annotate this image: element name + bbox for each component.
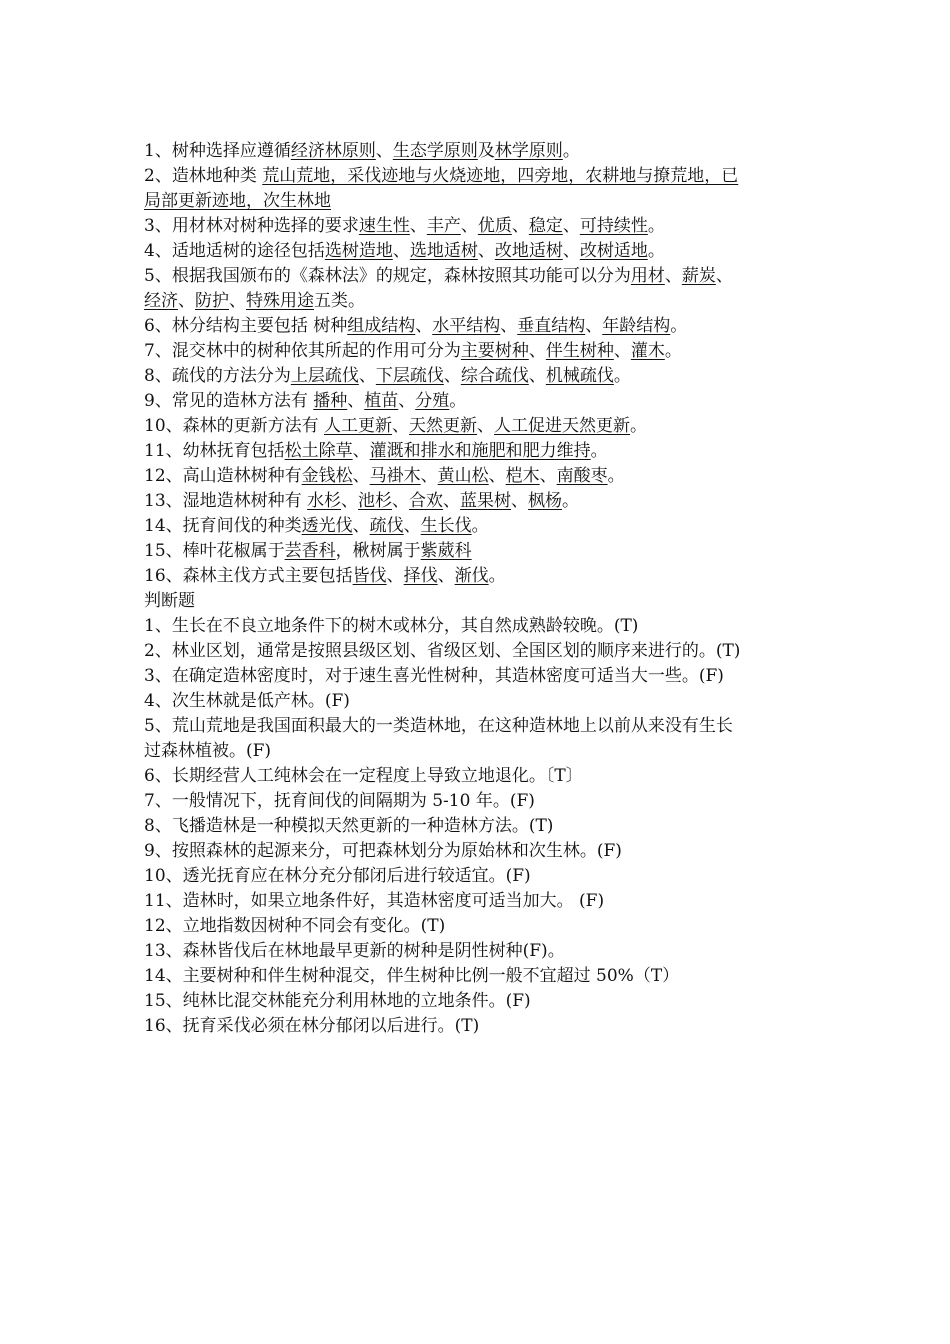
question-text: 树种 <box>313 316 348 336</box>
answer-text: 择伐 <box>403 566 438 586</box>
judge-line: 过森林植被。(F) <box>144 741 272 761</box>
fill-in-line <box>144 139 814 164</box>
answer-text: 局部更新迹地，次生林地 <box>144 191 331 211</box>
question-text: 2、造林地种类 <box>144 166 263 186</box>
judge-line: 5、荒山荒地是我国面积最大的一类造林地，在这种造林地上以前从来没有生长 <box>144 716 733 736</box>
answer-text: 改树适地 <box>579 241 648 261</box>
fill-in-line <box>144 214 814 239</box>
judge-line: 16、抚育采伐必须在林分郁闭以后进行。(T) <box>144 1016 480 1036</box>
answer-text: 枫杨 <box>528 491 563 511</box>
answer-text: 金钱松 <box>301 466 353 486</box>
answer-text: 水平结构 <box>432 316 501 336</box>
question-text: 、 <box>398 391 416 411</box>
question-text: 、 <box>562 241 580 261</box>
answer-text: 年龄结构 <box>602 316 671 336</box>
answer-text: 选地适树 <box>409 241 478 261</box>
answer-text: 机械疏伐 <box>545 366 614 386</box>
question-text: 3、用材林对树种选择的要求 <box>144 216 359 236</box>
answer-text: 透光伐 <box>301 516 353 536</box>
answer-text: 生态学原则 <box>392 141 478 161</box>
question-text: 13、湿地造林树种有 <box>144 491 308 511</box>
question-text: 。 <box>670 316 688 336</box>
fill-in-line <box>144 289 814 314</box>
answer-text: 荒山荒地，采伐迹地与火烧迹地，四旁地，农耕地与撩荒地，已 <box>262 166 739 186</box>
question-text: 7、混交林中的树种依其所起的作用可分为 <box>144 341 461 361</box>
question-text: 、 <box>511 491 529 511</box>
fill-in-line <box>144 239 814 264</box>
fill-in-line <box>144 489 814 514</box>
fill-in-line <box>144 364 814 389</box>
question-text: 、 <box>352 466 370 486</box>
question-text: 14、抚育间伐的种类 <box>144 516 302 536</box>
fill-in-line <box>144 564 814 589</box>
judge-line: 3、在确定造林密度时，对于速生喜光性树种，其造林密度可适当大一些。(F) <box>144 666 724 686</box>
judge-line: 10、透光抚育应在林分充分郁闭后进行较适宜。(F) <box>144 866 531 886</box>
answer-text: 丰产 <box>426 216 461 236</box>
answer-text: 速生性 <box>358 216 410 236</box>
question-text: 、 <box>528 341 546 361</box>
answer-text: 植苗 <box>364 391 399 411</box>
judge-heading: 判断题 <box>144 591 195 611</box>
answer-text: 天然更新 <box>409 416 478 436</box>
question-text: 、 <box>500 316 518 336</box>
question-text: 、 <box>477 416 495 436</box>
question-text: 、 <box>178 291 195 311</box>
judge-line: 1、生长在不良立地条件下的树木或林分，其自然成熟龄较晚。(T) <box>144 616 639 636</box>
question-text: 、 <box>392 416 410 436</box>
fill-in-line <box>144 389 814 414</box>
fill-in-line <box>144 264 814 289</box>
answer-text: 渐伐 <box>454 566 489 586</box>
answer-text: 垂直结构 <box>517 316 586 336</box>
answer-text: 用材 <box>630 266 665 286</box>
answer-text: 皆伐 <box>352 566 387 586</box>
question-text: 11、幼林抚育包括 <box>144 441 285 461</box>
question-text: 。 <box>562 491 580 511</box>
question-text: 、 <box>715 266 733 286</box>
question-text: 10、森林的更新方法有 <box>144 416 325 436</box>
question-text: 。 <box>647 241 665 261</box>
question-text: 4、适地适树的途径包括 <box>144 241 325 261</box>
question-text: ，楸树属于 <box>335 541 421 561</box>
answer-text: 水杉 <box>307 491 342 511</box>
answer-text: 上层疏伐 <box>290 366 359 386</box>
question-text: 、 <box>229 291 246 311</box>
fill-in-line <box>144 414 814 439</box>
fill-in-line <box>144 189 814 214</box>
question-text: 、 <box>664 266 682 286</box>
fill-in-section <box>144 139 814 589</box>
document-content <box>144 139 814 1039</box>
answer-text: 组成结构 <box>347 316 416 336</box>
question-text: 、 <box>352 441 370 461</box>
answer-text: 马褂木 <box>369 466 421 486</box>
judge-line: 11、造林时，如果立地条件好，其造林密度可适当加大。 (F) <box>144 891 605 911</box>
question-text: 。 <box>471 516 489 536</box>
question-text: 12、高山造林树种有 <box>144 466 302 486</box>
question-text: 、 <box>420 466 438 486</box>
question-text: 、 <box>443 366 461 386</box>
answer-text: 蓝果树 <box>460 491 512 511</box>
question-text: 。 <box>562 141 580 161</box>
question-text: 、 <box>437 566 455 586</box>
answer-text: 下层疏伐 <box>375 366 444 386</box>
question-text: 。 <box>647 216 665 236</box>
question-text: 、 <box>511 216 529 236</box>
question-text: 9、常见的造林方法有 <box>144 391 314 411</box>
question-text: 、 <box>460 216 478 236</box>
answer-text: 综合疏伐 <box>460 366 529 386</box>
question-text: 、 <box>347 391 365 411</box>
answer-text: 分殖 <box>415 391 450 411</box>
answer-text: 特殊用途 <box>246 291 314 311</box>
answer-text: 疏伐 <box>369 516 404 536</box>
judge-line: 15、纯林比混交林能充分利用林地的立地条件。(F) <box>144 991 531 1011</box>
judge-line: 7、一般情况下，抚育间伐的间隔期为 5-10 年。(F) <box>144 791 535 811</box>
question-text: 、 <box>392 241 410 261</box>
question-text: 、 <box>415 316 433 336</box>
judge-line: 12、立地指数因树种不同会有变化。(T) <box>144 916 446 936</box>
fill-in-line <box>144 339 814 364</box>
question-text: 、 <box>375 141 393 161</box>
answer-text: 薪炭 <box>681 266 716 286</box>
question-text: 、 <box>392 491 410 511</box>
answer-text: 黄山松 <box>437 466 489 486</box>
answer-text: 芸香科 <box>284 541 336 561</box>
answer-text: 南酸枣 <box>556 466 608 486</box>
answer-text: 人工更新 <box>324 416 393 436</box>
question-text: 、 <box>585 316 603 336</box>
question-text: 及 <box>477 141 495 161</box>
question-text: 、 <box>477 241 495 261</box>
answer-text: 主要树种 <box>460 341 529 361</box>
judge-section <box>144 614 814 1039</box>
answer-text: 播种 <box>313 391 348 411</box>
question-text: 5、根据我国颁布的《森林法》的规定，森林按照其功能可以分为 <box>144 266 631 286</box>
question-text: 。 <box>613 366 631 386</box>
question-text: 。 <box>449 391 467 411</box>
answer-text: 经济林原则 <box>290 141 376 161</box>
judge-line: 9、按照森林的起源来分，可把森林划分为原始林和次生林。(F) <box>144 841 622 861</box>
question-text: 、 <box>488 466 506 486</box>
question-text: 。 <box>590 441 608 461</box>
judge-line: 2、林业区划，通常是按照县级区划、省级区划、全国区划的顺序来进行的。(T) <box>144 641 741 661</box>
question-text: 、 <box>539 466 557 486</box>
judge-line: 13、森林皆伐后在林地最早更新的树种是阴性树种(F)。 <box>144 941 565 961</box>
question-text: 五类。 <box>314 291 365 311</box>
question-text: 、 <box>443 491 461 511</box>
fill-in-line <box>144 439 814 464</box>
answer-text: 人工促进天然更新 <box>494 416 631 436</box>
answer-text: 伴生树种 <box>545 341 614 361</box>
answer-text: 灌木 <box>630 341 665 361</box>
question-text: 。 <box>607 466 625 486</box>
answer-text: 选树造地 <box>324 241 393 261</box>
fill-in-line <box>144 164 814 189</box>
question-text: 、 <box>341 491 359 511</box>
answer-text: 稳定 <box>528 216 563 236</box>
question-text: 8、疏伐的方法分为 <box>144 366 291 386</box>
answer-text: 合欢 <box>409 491 444 511</box>
fill-in-line <box>144 514 814 539</box>
answer-text: 松土除草 <box>284 441 353 461</box>
answer-text: 改地适树 <box>494 241 563 261</box>
judge-line: 6、长期经营人工纯林会在一定程度上导致立地退化。〔T〕 <box>144 766 583 786</box>
judge-line: 8、飞播造林是一种模拟天然更新的一种造林方法。(T) <box>144 816 554 836</box>
answer-text: 生长伐 <box>420 516 472 536</box>
answer-text: 池杉 <box>358 491 393 511</box>
question-text: 、 <box>403 516 421 536</box>
answer-text: 紫葳科 <box>420 541 472 561</box>
question-text: 1、树种选择应遵循 <box>144 141 291 161</box>
judge-line: 14、主要树种和伴生树种混交，伴生树种比例一般不宜超过 50%（T） <box>144 966 680 986</box>
question-text: 、 <box>386 566 404 586</box>
fill-in-line <box>144 314 814 339</box>
answer-text: 防护 <box>195 291 229 311</box>
question-text: 、 <box>352 516 370 536</box>
question-text: 。 <box>630 416 648 436</box>
question-text: 、 <box>409 216 427 236</box>
answer-text: 林学原则 <box>494 141 563 161</box>
question-text: 。 <box>664 341 682 361</box>
question-text: 、 <box>562 216 580 236</box>
question-text: 、 <box>358 366 376 386</box>
answer-text: 灌溉和排水和施肥和肥力维持 <box>369 441 591 461</box>
answer-text: 可持续性 <box>579 216 648 236</box>
question-text: 15、棒叶花椒属于 <box>144 541 285 561</box>
answer-text: 桤木 <box>505 466 540 486</box>
judge-line: 4、次生林就是低产林。(F) <box>144 691 350 711</box>
answer-text: 优质 <box>477 216 512 236</box>
question-text: 、 <box>613 341 631 361</box>
answer-text: 经济 <box>144 291 178 311</box>
question-text: 16、森林主伐方式主要包括 <box>144 566 353 586</box>
question-text: 6、林分结构主要包括 <box>144 316 314 336</box>
question-text: 、 <box>528 366 546 386</box>
fill-in-line <box>144 464 814 489</box>
fill-in-line <box>144 539 814 564</box>
question-text: 。 <box>488 566 506 586</box>
